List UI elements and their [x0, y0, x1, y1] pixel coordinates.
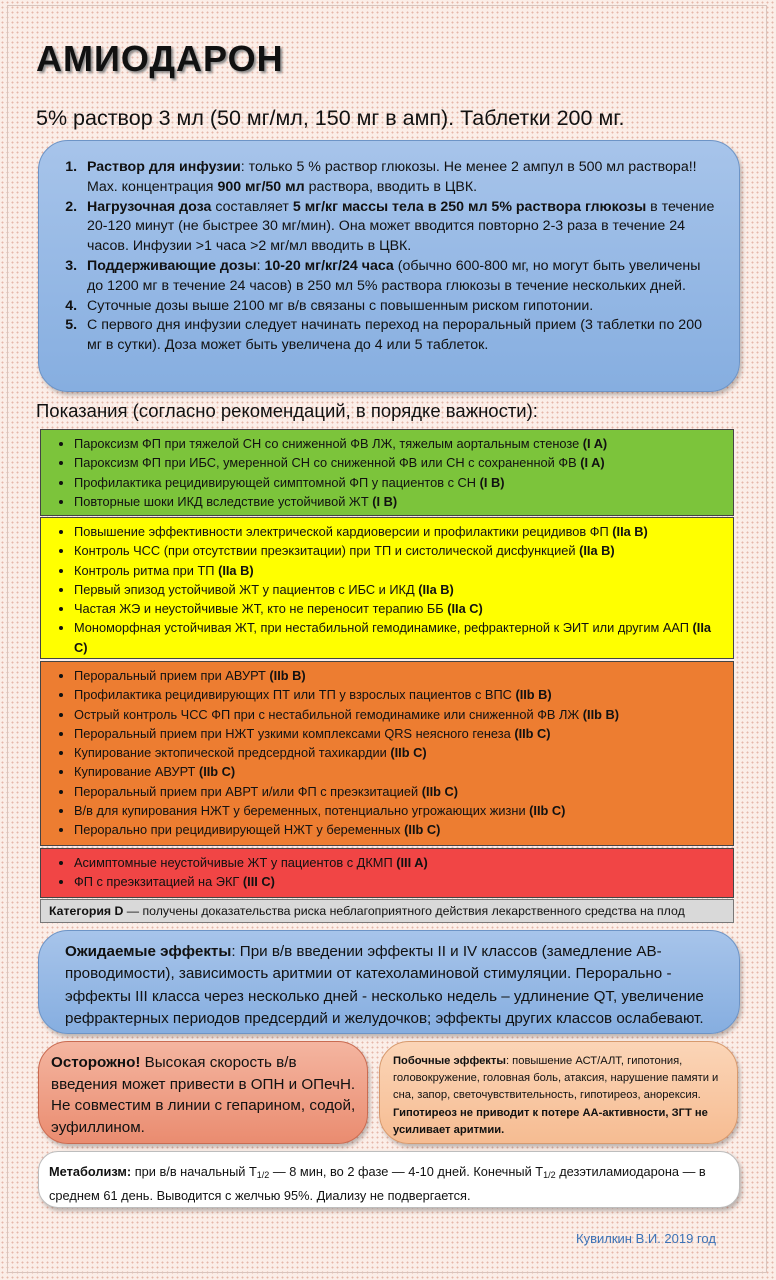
- indication-item: [74, 492, 727, 511]
- emphasis-text: Раствор для инфузии: [87, 159, 241, 175]
- emphasis-text: Поддерживающие дозы: [87, 257, 257, 274]
- recommendation-class-badge: (IIb B): [582, 706, 620, 722]
- indication-text: Контроль ЧСС (при отсутствии преэкзитации) при ТП и систолической дисфункцией: [74, 543, 580, 559]
- indication-list: [41, 849, 733, 896]
- half-life-subscript: 1/2: [543, 1170, 556, 1180]
- indication-text: Контроль ритма при ТП: [74, 562, 219, 578]
- recommendation-class-badge: (III C): [242, 874, 275, 890]
- indication-item: [74, 853, 727, 872]
- recommendation-class-badge: (IIb C): [404, 822, 441, 838]
- indication-text: Профилактика рецидивирующей симптомной ФП у пациентов с СН: [74, 474, 480, 490]
- indication-text: Мономорфная устойчивая ЖТ, при нестабильной гемодинамике, рефрактерной к ЭИТ или другим ААП: [74, 620, 693, 636]
- indication-text: Пароксизм ФП при тяжелой СН со сниженной ФВ ЛЖ, тяжелым аортальным стенозе: [74, 436, 583, 451]
- indication-list: [41, 518, 733, 661]
- indication-item: [74, 666, 727, 685]
- body-text: Суточные дозы выше 2100 мг в/в связаны с повышенным риском гипотонии.: [87, 297, 594, 314]
- dosing-item: [81, 316, 719, 356]
- body-text: :: [256, 257, 265, 274]
- recommendation-class-badge: (IIb C): [198, 764, 236, 780]
- indication-item: [74, 743, 727, 762]
- recommendation-class-badge: (IIa B): [418, 581, 454, 597]
- dosing-item: [81, 257, 719, 297]
- indication-text: Пероральный прием при НЖТ узкими комплексами QRS неясного генеза: [74, 725, 515, 741]
- caution-box: [38, 1041, 368, 1144]
- recommendation-class-badge: (IIa C): [74, 620, 712, 655]
- metabolism-label: Метаболизм:: [49, 1164, 132, 1179]
- dosing-item-text: [87, 159, 697, 195]
- indication-item: [74, 782, 727, 801]
- body-text: С первого дня инфузии следует начинать переход на пероральный прием (3 таблетки по 200 мг в сутки). Доза может быть увеличена до 4 или 5 таблеток.: [87, 317, 702, 354]
- indication-item: [74, 599, 727, 618]
- recommendation-class-badge: (IIb C): [529, 803, 566, 819]
- indication-item: [74, 473, 727, 492]
- recommendation-class-badge: (IIa B): [612, 524, 648, 539]
- recommendation-class-badge: (IIa C): [447, 601, 483, 617]
- indication-item: [74, 618, 727, 657]
- metabolism-box: [38, 1151, 740, 1208]
- indications-class-iib: [40, 661, 734, 846]
- indication-item: [74, 820, 727, 839]
- indication-text: Пероральный прием при АВУРТ: [74, 668, 270, 683]
- side-effects-note: Гипотиреоз не приводит к потере АА-активности, ЗГТ не усиливает аритмии.: [393, 1106, 708, 1136]
- recommendation-class-badge: (I A): [582, 436, 608, 451]
- body-text: раствора, вводить в ЦВК.: [304, 178, 478, 195]
- metabolism-text: — 8 мин, во 2 фазе — 4-10 дней. Конечный T: [269, 1164, 544, 1179]
- indication-item: [74, 541, 727, 560]
- indication-item: [74, 801, 727, 820]
- indication-text: Асимптомные неустойчивые ЖТ у пациентов с ДКМП: [74, 855, 397, 870]
- indication-text: Первый эпизод устойчивой ЖТ у пациентов с ИБС и ИКД: [74, 581, 419, 597]
- indication-text: ФП с преэкзитацией на ЭКГ: [74, 874, 243, 890]
- dosing-item-text: [87, 199, 714, 255]
- recommendation-class-badge: (IIb C): [514, 725, 551, 741]
- indication-text: Частая ЖЭ и неустойчивые ЖТ, кто не переносит терапию ББ: [74, 601, 448, 617]
- side-effects-text: : повышение АСТ/АЛТ, гипотония, головокружение, головная боль, атаксия, нарушение памяти и сна, запор, светочувствительность, гипотиреоз, анорексия.: [393, 1055, 719, 1102]
- indication-text: Купирование АВУРТ: [74, 764, 199, 780]
- recommendation-class-badge: (IIa B): [218, 562, 254, 578]
- recommendation-class-badge: (IIa B): [579, 543, 615, 559]
- recommendation-class-badge: (I A): [580, 455, 605, 471]
- half-life-subscript: 1/2: [256, 1170, 270, 1180]
- caution-text: Высокая скорость в/в введения может привести в ОПН и ОПечН. Не совместим в линии с гепарином, содой, эуфиллином.: [51, 1054, 356, 1136]
- expected-effects-box: [38, 930, 740, 1034]
- dosing-item-text: [87, 258, 700, 294]
- metabolism-text: дезэтиламиодарона — в среднем 61 день. Выводится с желчью 95%. Диализу не подвергается.: [49, 1164, 706, 1203]
- indication-item: [74, 580, 727, 599]
- emphasis-text: 10-20 мг/кг/24 часа: [264, 257, 394, 274]
- indication-text: Купирование эктопической предсердной тахикардии: [74, 745, 391, 761]
- metabolism-text: при в/в начальный T: [131, 1164, 257, 1179]
- emphasis-text: 900 мг/50 мл: [217, 178, 305, 195]
- category-label: Категория D: [49, 904, 124, 918]
- dosing-item: [81, 198, 719, 257]
- body-text: в течение 20-120 минут (не быстрее 30 мг/мин). Она может вводится повторно 2-3 раза в течение 24 часов. Инфузии >1 часа >2 мг/мл вводить в ЦВК.: [87, 198, 715, 255]
- dosing-info-box: [38, 140, 740, 392]
- indication-item: [74, 685, 727, 704]
- body-text: : только 5 % раствор глюкозы. Не менее 2 ампул в 500 мл раствора!! Max. концентрация: [87, 159, 697, 195]
- page-title: АМИОДАРОН: [36, 38, 284, 79]
- dosing-item-text: [87, 298, 593, 314]
- emphasis-text: 5 мг/кг массы тела в 250 мл 5% раствора глюкозы: [292, 198, 647, 215]
- category-text: — получены доказательства риска неблагоприятного действия лекарственного средства на плод: [123, 904, 685, 918]
- indication-text: Пероральный прием при АВРТ и/или ФП с преэкзитацией: [74, 783, 422, 799]
- indication-text: Повышение эффективности электрической кардиоверсии и профилактики рецидивов ФП: [74, 524, 613, 539]
- pregnancy-category: [40, 899, 734, 923]
- indication-item: [74, 705, 727, 724]
- indications-class-iia: [40, 517, 734, 659]
- indication-item: [74, 522, 727, 541]
- indication-text: Повторные шоки ИКД вследствие устойчивой ЖТ: [74, 493, 373, 509]
- indication-list: [41, 430, 733, 515]
- recommendation-class-badge: (IIb C): [421, 783, 458, 799]
- indication-text: Острый контроль ЧСС ФП при с нестабильной гемодинамике или сниженной ФВ ЛЖ: [74, 706, 583, 722]
- dosing-list: [59, 158, 719, 356]
- side-effects-label: Побочные эффекты: [393, 1055, 506, 1067]
- effects-text: : При в/в введении эффекты II и IV классов (замедление АВ-проводимости), зависимость аритмии от катехоламиновой стимуляции. Перорально - эффекты III класса через несколько дней - несколько недель – удлинение QT, увеличение рефрактерных периодов предсердий и желудочков; эффекты других классов ослабевают.: [65, 943, 704, 1027]
- page-subtitle: 5% раствор 3 мл (50 мг/мл, 150 мг в амп). Таблетки 200 мг.: [36, 106, 625, 130]
- body-text: (обычно 600-800 мг, но могут быть увеличены до 1200 мг в течение 24 часов) в 250 мл 5% раствора глюкозы в течение нескольких дней.: [87, 257, 701, 294]
- caution-label: Осторожно!: [51, 1054, 141, 1071]
- indication-text: В/в для купирования НЖТ у беременных, потенциально угрожающих жизни: [74, 803, 530, 819]
- indication-item: [74, 561, 727, 580]
- dosing-item: [81, 158, 719, 198]
- author-credit: Кувилкин В.И. 2019 год: [576, 1231, 716, 1246]
- recommendation-class-badge: (IIb B): [515, 687, 552, 703]
- indication-text: Профилактика рецидивирующих ПТ или ТП у взрослых пациентов с ВПС: [74, 687, 516, 703]
- effects-label: Ожидаемые эффекты: [65, 943, 232, 960]
- indication-list: [41, 662, 733, 844]
- indication-item: [74, 872, 727, 891]
- emphasis-text: Нагрузочная доза: [87, 198, 212, 215]
- indications-title: Показания (согласно рекомендаций, в порядке важности):: [36, 400, 538, 421]
- body-text: составляет: [211, 198, 293, 215]
- recommendation-class-badge: (IIb C): [390, 745, 427, 761]
- dosing-item: [81, 297, 719, 317]
- indication-item: [74, 724, 727, 743]
- dosing-item-text: [87, 317, 702, 353]
- recommendation-class-badge: (I B): [372, 493, 398, 509]
- recommendation-class-badge: (I B): [479, 474, 505, 490]
- recommendation-class-badge: (III A): [396, 855, 428, 870]
- indications-class-i: [40, 429, 734, 516]
- indication-item: [74, 453, 727, 472]
- side-effects-box: [379, 1041, 738, 1144]
- indication-text: Пароксизм ФП при ИБС, умеренной СН со сниженной ФВ или СН с сохраненной ФВ: [74, 455, 581, 471]
- indications-class-iii: [40, 848, 734, 898]
- indication-item: [74, 434, 727, 453]
- recommendation-class-badge: (IIb B): [269, 668, 306, 683]
- indication-item: [74, 762, 727, 781]
- indication-text: Перорально при рецидивирующей НЖТ у беременных: [74, 822, 405, 838]
